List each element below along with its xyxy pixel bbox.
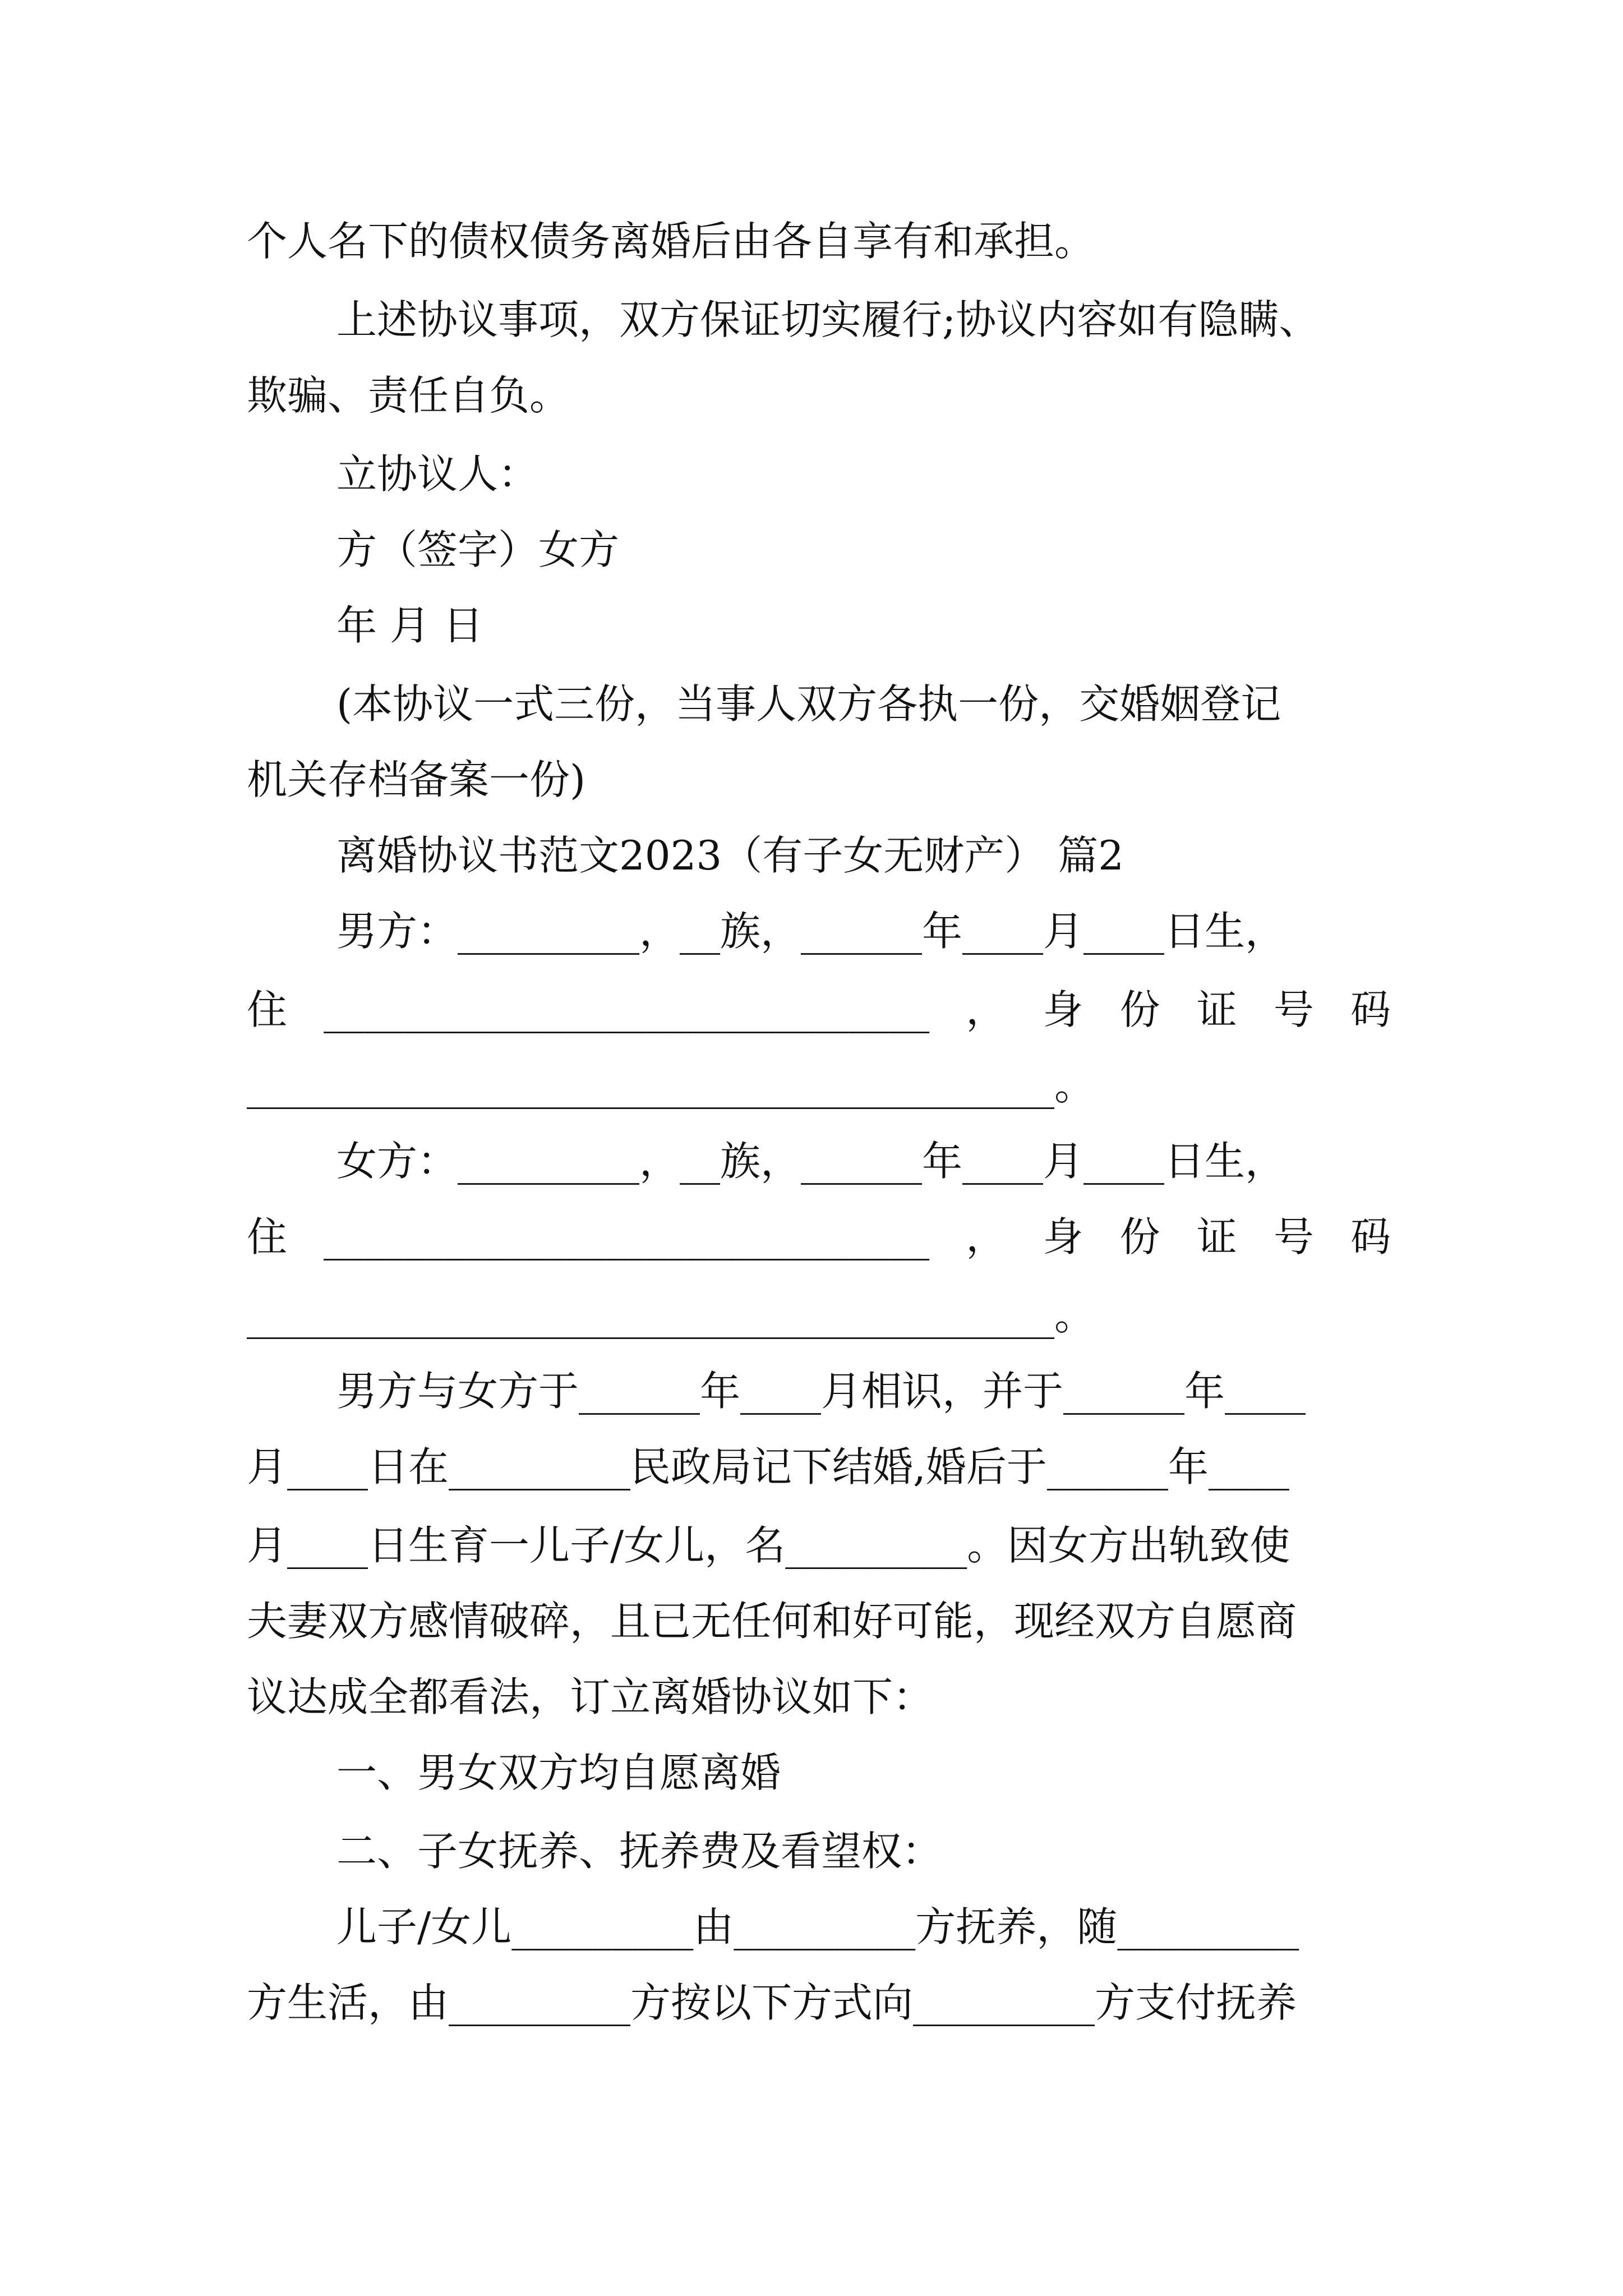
address-label: 住 [247, 986, 288, 1033]
section-heading: 离婚协议书范文2023（有子女无财产） 篇2 [336, 832, 1124, 879]
paragraph: 方生活，由_________方按以下方式向_________方支付抚养 [247, 1979, 1297, 2026]
id-char: 份 [1119, 1213, 1160, 1260]
paragraph: ________________________________________。 [247, 1292, 1095, 1339]
paragraph: 上述协议事项，双方保证切实履行;协议内容如有隐瞒、 [336, 296, 1320, 343]
paragraph: 欺骗、责任自负。 [247, 372, 570, 419]
paragraph: 议达成全都看法，订立离婚协议如下： [247, 1673, 934, 1720]
paragraph: 男方：_________，__族，______年____月____日生， [336, 908, 1286, 955]
paragraph: 男方与女方于______年____月相识，并于______年____ [336, 1368, 1306, 1415]
id-char: 证 [1196, 986, 1237, 1033]
paragraph: 儿子/女儿_________由_________方抚养，随_________ [336, 1903, 1299, 1950]
paragraph: ________________________________________。 [247, 1062, 1095, 1109]
paragraph: 年 月 日 [336, 602, 483, 649]
address-comma: ， [966, 986, 1007, 1033]
address-line [247, 1214, 1391, 1259]
address-blank: ______________________________ [324, 1213, 930, 1260]
id-char: 号 [1273, 1213, 1314, 1260]
address-blank: ______________________________ [324, 986, 930, 1033]
address-comma: ， [966, 1213, 1007, 1260]
paragraph: 方（签字）女方 [336, 526, 620, 573]
id-char: 身 [1043, 1213, 1083, 1260]
paragraph: 立协议人： [336, 450, 539, 498]
address-label: 住 [247, 1213, 288, 1260]
address-line [247, 987, 1391, 1032]
paragraph: 机关存档备案一份) [247, 756, 586, 803]
paragraph: 月____日生育一儿子/女儿，名_________。因女方出轨致使 [247, 1522, 1290, 1569]
list-item: 二、子女抚养、抚养费及看望权： [336, 1828, 943, 1875]
paragraph: 女方：_________，__族，______年____月____日生， [336, 1138, 1286, 1185]
paragraph: 夫妻双方感情破碎，且已无任何和好可能，现经双方自愿商 [247, 1598, 1297, 1645]
id-char: 身 [1043, 986, 1083, 1033]
id-char: 份 [1119, 986, 1160, 1033]
list-item: 一、男女双方均自愿离婚 [336, 1749, 781, 1796]
paragraph: (本协议一式三份，当事人双方各执一份，交婚姻登记 [336, 680, 1281, 728]
paragraph: 个人名下的债权债务离婚后由各自享有和承担。 [247, 218, 1095, 265]
paragraph: 月____日在_________民政局记下结婚,婚后于______年____ [247, 1443, 1289, 1490]
id-char: 证 [1196, 1213, 1237, 1260]
id-char: 码 [1350, 1213, 1391, 1260]
id-char: 码 [1350, 986, 1391, 1033]
id-char: 号 [1273, 986, 1314, 1033]
